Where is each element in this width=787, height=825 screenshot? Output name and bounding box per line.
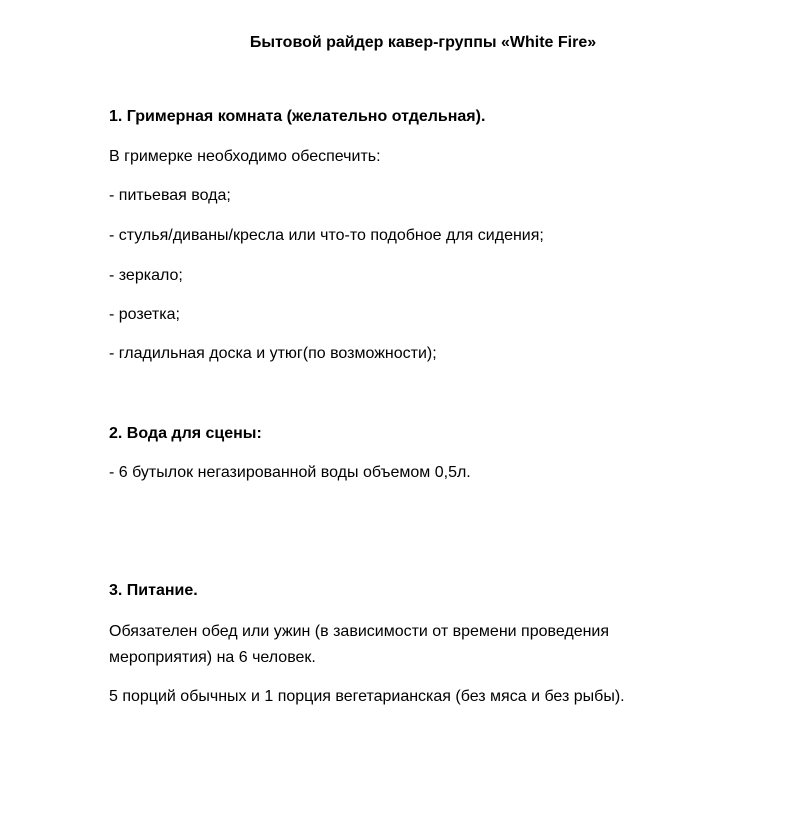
section-1-heading: 1. Гримерная комната (желательно отдельная).: [109, 108, 486, 125]
list-item: - гладильная доска и утюг(по возможности);: [109, 345, 437, 362]
section-3-heading: 3. Питание.: [109, 582, 198, 599]
section-2-heading: 2. Вода для сцены:: [109, 425, 262, 442]
document-title: Бытовой райдер кавер-группы «White Fire»: [249, 34, 597, 51]
list-item: - питьевая вода;: [109, 187, 231, 204]
section-1-intro: В гримерке необходимо обеспечить:: [109, 148, 381, 165]
list-item: - стулья/диваны/кресла или что-то подобное для сидения;: [109, 227, 544, 244]
list-item: - розетка;: [109, 306, 180, 323]
section-3-paragraph: 5 порций обычных и 1 порция вегетарианская (без мяса и без рыбы).: [109, 688, 625, 705]
section-3-paragraph: Обязателен обед или ужин (в зависимости от времени проведения мероприятия) на 6 человек.: [109, 623, 610, 666]
list-item: - 6 бутылок негазированной воды объемом 0,5л.: [109, 464, 471, 481]
list-item: - зеркало;: [109, 267, 183, 284]
